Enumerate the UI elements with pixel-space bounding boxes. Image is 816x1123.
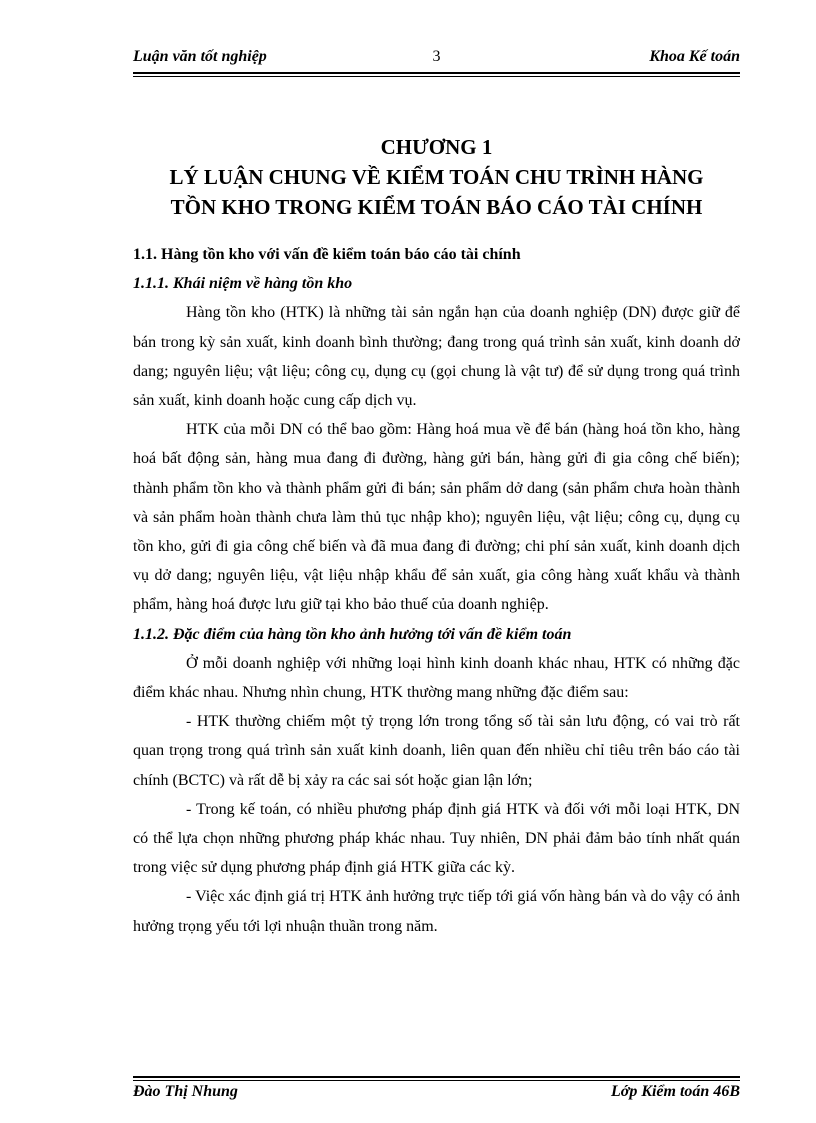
paragraph-inventory-components: HTK của mỗi DN có thể bao gồm: Hàng hoá mua về để bán (hàng hoá tồn kho, hàng hoá bất động sản, hàng mua đang đi đường, hàng gửi bán, hàng gửi đi gia công chế biến); thành phẩm tồn kho và thành phẩm gửi đi bán; sản phẩm dở dang (sản phẩm chưa hoàn thành và sản phẩm hoàn thành chưa làm thủ tục nhập kho); nguyên liệu, vật liệu; công cụ, dụng cụ tồn kho, gửi đi gia công chế biến và đã mua đang đi đường; chi phí sản xuất, kinh doanh dịch vụ dở dang; nguyên liệu, vật liệu nhập khẩu để sản xuất, gia công hàng xuất khẩu và thành phẩm, hàng hoá được lưu giữ tại kho bảo thuế của doanh nghiệp. [133,421,740,614]
header-faculty-label: Khoa Kế toán [649,48,740,65]
chapter-title-block [133,132,740,222]
header-divider [133,72,740,77]
header-thesis-label: Luận văn tốt nghiệp [133,48,267,65]
chapter-label: CHƯƠNG 1 [380,135,493,159]
page-header [133,48,740,74]
footer-divider [133,1076,740,1081]
section-heading-1-1: 1.1. Hàng tồn kho với vấn đề kiểm toán báo cáo tài chính [133,246,521,263]
paragraph-characteristics-intro: Ở mỗi doanh nghiệp với những loại hình kinh doanh khác nhau, HTK có những đặc điểm khác nhau. Nhưng nhìn chung, HTK thường mang những đặc điểm sau: [133,654,740,702]
section-heading-1-1-2: 1.1.2. Đặc điểm của hàng tồn kho ảnh hưởng tới vấn đề kiểm toán [133,625,572,643]
section-heading-1-1-1: 1.1.1. Khái niệm về hàng tồn kho [133,275,353,293]
footer-author: Đào Thị Nhung [133,1083,238,1100]
bullet-item: - HTK thường chiếm một tỷ trọng lớn trong tổng số tài sản lưu động, có vai trò rất quan trọng trong quá trình sản xuất kinh doanh, liên quan đến nhiều chỉ tiêu trên báo cáo tài chính (BCTC) và rất dễ bị xảy ra các sai sót hoặc gian lận lớn; [133,713,740,789]
bullet-item: - Trong kế toán, có nhiều phương pháp định giá HTK và đối với mỗi loại HTK, DN có thể lựa chọn những phương pháp khác nhau. Tuy nhiên, DN phải đảm bảo tính nhất quán trong việc sử dụng phương pháp định giá HTK giữa các kỳ. [133,800,740,877]
footer-class: Lớp Kiểm toán 46B [610,1083,740,1100]
page-footer [133,1083,740,1109]
page-number: 3 [432,48,441,65]
document-body [133,240,740,941]
bullet-item: - Việc xác định giá trị HTK ảnh hưởng trực tiếp tới giá vốn hàng bán và do vậy có ảnh hưởng trọng yếu tới lợi nhuận thuần trong năm. [133,888,740,935]
chapter-title-line-1: LÝ LUẬN CHUNG VỀ KIỂM TOÁN CHU TRÌNH HÀNG [169,165,704,189]
chapter-title-line-2: TỒN KHO TRONG KIỂM TOÁN BÁO CÁO TÀI CHÍNH [170,195,703,219]
paragraph-inventory-definition: Hàng tồn kho (HTK) là những tài sản ngắn hạn của doanh nghiệp (DN) được giữ để bán trong kỳ sản xuất, kinh doanh bình thường; đang trong quá trình sản xuất, kinh doanh dở dang; nguyên liệu; vật liệu; công cụ, dụng cụ (gọi chung là vật tư) để sử dụng trong quá trình sản xuất, kinh doanh hoặc cung cấp dịch vụ. [133,304,740,410]
